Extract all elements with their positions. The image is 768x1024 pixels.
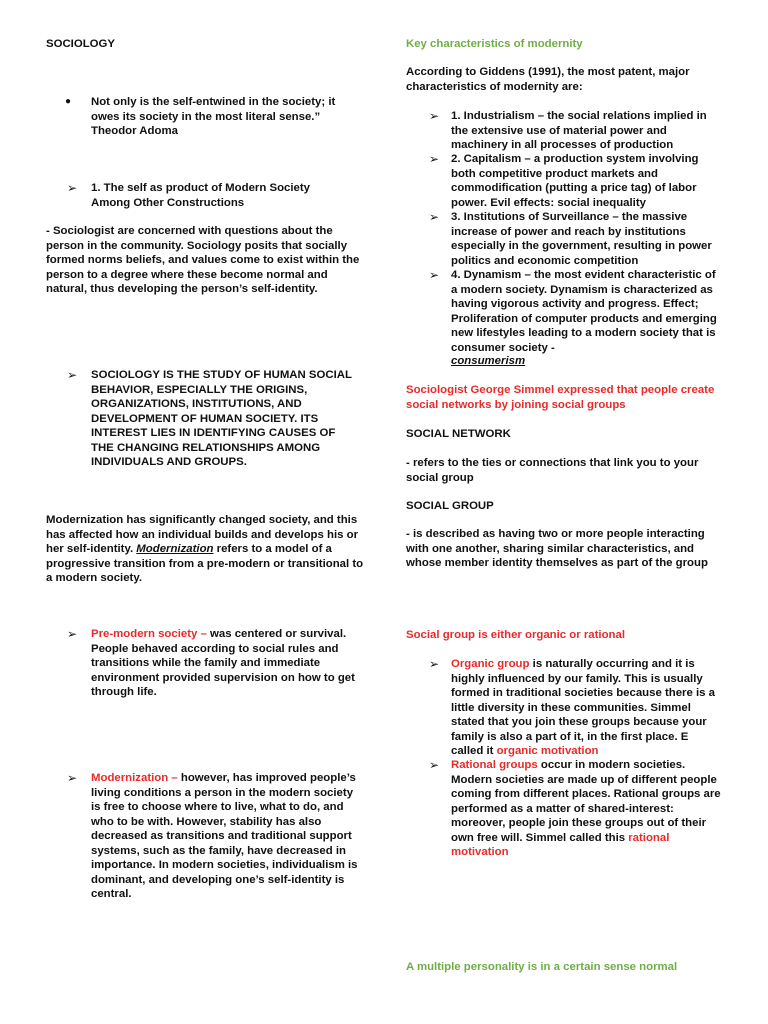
characteristic-dynamism: 4. Dynamism – the most evident characteristic of a modern society. Dynamism is characterized as having vigorous activity and progress. Effect; Proliferation of computer products and emerging new lifestyles leading to a modern society that is consumer society -: [451, 269, 717, 354]
self-heading: 1. The self as product of Modern Society Among Other Constructions: [91, 182, 310, 209]
social-group-heading: SOCIAL GROUP: [406, 500, 494, 512]
premodern-item: [91, 627, 363, 700]
giddens-intro: According to Giddens (1991), the most patent, major characteristics of modernity are:: [406, 66, 690, 93]
social-network-heading: SOCIAL NETWORK: [406, 428, 511, 440]
organic-motivation-term: organic motivation: [496, 745, 599, 757]
key-characteristics-heading: Key characteristics of modernity: [406, 38, 583, 50]
social-network-definition: - refers to the ties or connections that link you to your social group: [406, 457, 699, 484]
sociology-definition: SOCIOLOGY IS THE STUDY OF HUMAN SOCIAL BEHAVIOR, ESPECIALLY THE ORIGINS, ORGANIZATIONS, INSTITUTIONS, AND DEVELOPMENT OF HUMAN SOCIETY. ITS INTEREST LIES IN IDENTIFYING CAUSES OF THE CHANGING RELATIONSHIPS AMONG INDIVIDUALS AND GROUPS.: [91, 369, 352, 468]
simmel-statement: Sociologist George Simmel expressed that people create social networks by joining social groups: [406, 384, 715, 411]
arrow-bullet-icon: ➢: [429, 268, 440, 282]
arrow-bullet-icon: ➢: [67, 771, 78, 785]
multiple-personality-heading: A multiple personality is in a certain sense normal: [406, 961, 678, 973]
rational-motivation-term: rational motivation: [451, 831, 670, 858]
bullet-icon: ●: [65, 96, 72, 107]
dash: –: [197, 628, 207, 640]
arrow-bullet-icon: ➢: [429, 109, 440, 123]
modernization-term: Modernization: [91, 772, 169, 784]
arrow-bullet-icon: ➢: [429, 657, 440, 671]
organic-group-text: is naturally occurring and it is highly influenced by our family. This is usually formed in traditional societies because there is a little diversity in these communities. Simmel stated that you join these groups because your family is also a part of it, in the first place. E called it: [451, 658, 715, 757]
arrow-bullet-icon: ➢: [67, 181, 78, 195]
characteristic-capitalism: 2. Capitalism – a production system involving both competitive product markets and commodification (putting a price tag) of labor power. Evil effects: social inequality: [451, 153, 699, 209]
modernization-paragraph: [46, 513, 364, 586]
rational-group-term: Rational groups: [451, 759, 538, 771]
rational-group-text: occur in modern societies. Modern societies are made up of different people coming from different places. Rational groups are performed as a matter of shared-interest: moreover, people join these groups out of their own free will. Simmel called this: [451, 759, 721, 844]
premodern-term: Pre-modern society: [91, 628, 198, 640]
organic-group-item: [451, 657, 723, 759]
page-title: SOCIOLOGY: [46, 38, 115, 50]
arrow-bullet-icon: ➢: [429, 758, 440, 772]
arrow-bullet-icon: ➢: [67, 627, 78, 641]
characteristic-surveillance: 3. Institutions of Surveillance – the massive increase of power and reach by institutions especially in the government, resulting in power politics and economic competition: [451, 211, 712, 267]
modernization-term: Modernization: [136, 543, 214, 555]
modernization-text: however, has improved people’s living conditions a person in the modern society is free to choose where to live, what to do, and who to be with. However, stability has also decreased as transitions and traditional support systems, such as the family, have decreased in importance. In modern societies, individualism is dominant, and developing one’s self-identity is central.: [91, 772, 358, 900]
arrow-bullet-icon: ➢: [429, 152, 440, 166]
quote: Not only is the self-entwined in the society; it owes its society in the most literal sense.” Theodor Adoma: [91, 96, 336, 137]
modernization-item: [91, 771, 363, 902]
text: refers to a model of a progressive transition from a pre-modern or transitional to a modern society.: [46, 543, 364, 584]
sociologist-paragraph: - Sociologist are concerned with questions about the person in the community. Sociology posits that socially formed norms beliefs, and values come to exist within the person to a degree where these become normal and natural, thus developing the person’s self-identity.: [46, 225, 360, 295]
consumerism-term: consumerism: [451, 355, 526, 367]
arrow-bullet-icon: ➢: [429, 210, 440, 224]
organic-or-rational-heading: Social group is either organic or rational: [406, 629, 625, 641]
dash: –: [168, 772, 178, 784]
text: Modernization has significantly changed society, and this has affected how an individual builds and develops his or her self-identity.: [46, 514, 359, 555]
rational-group-item: [451, 758, 723, 860]
arrow-bullet-icon: ➢: [67, 368, 78, 382]
organic-group-term: Organic group: [451, 658, 530, 670]
characteristic-industrialism: 1. Industrialism – the social relations implied in the extensive use of material power and machinery in all processes of production: [451, 110, 707, 151]
social-group-definition: - is described as having two or more people interacting with one another, sharing similar characteristics, and whose member identity themselves as part of the group: [406, 528, 708, 569]
premodern-text: was centered or survival. People behaved according to social rules and transitions while the family and immediate environment provided supervision on how to get through life.: [91, 628, 355, 698]
